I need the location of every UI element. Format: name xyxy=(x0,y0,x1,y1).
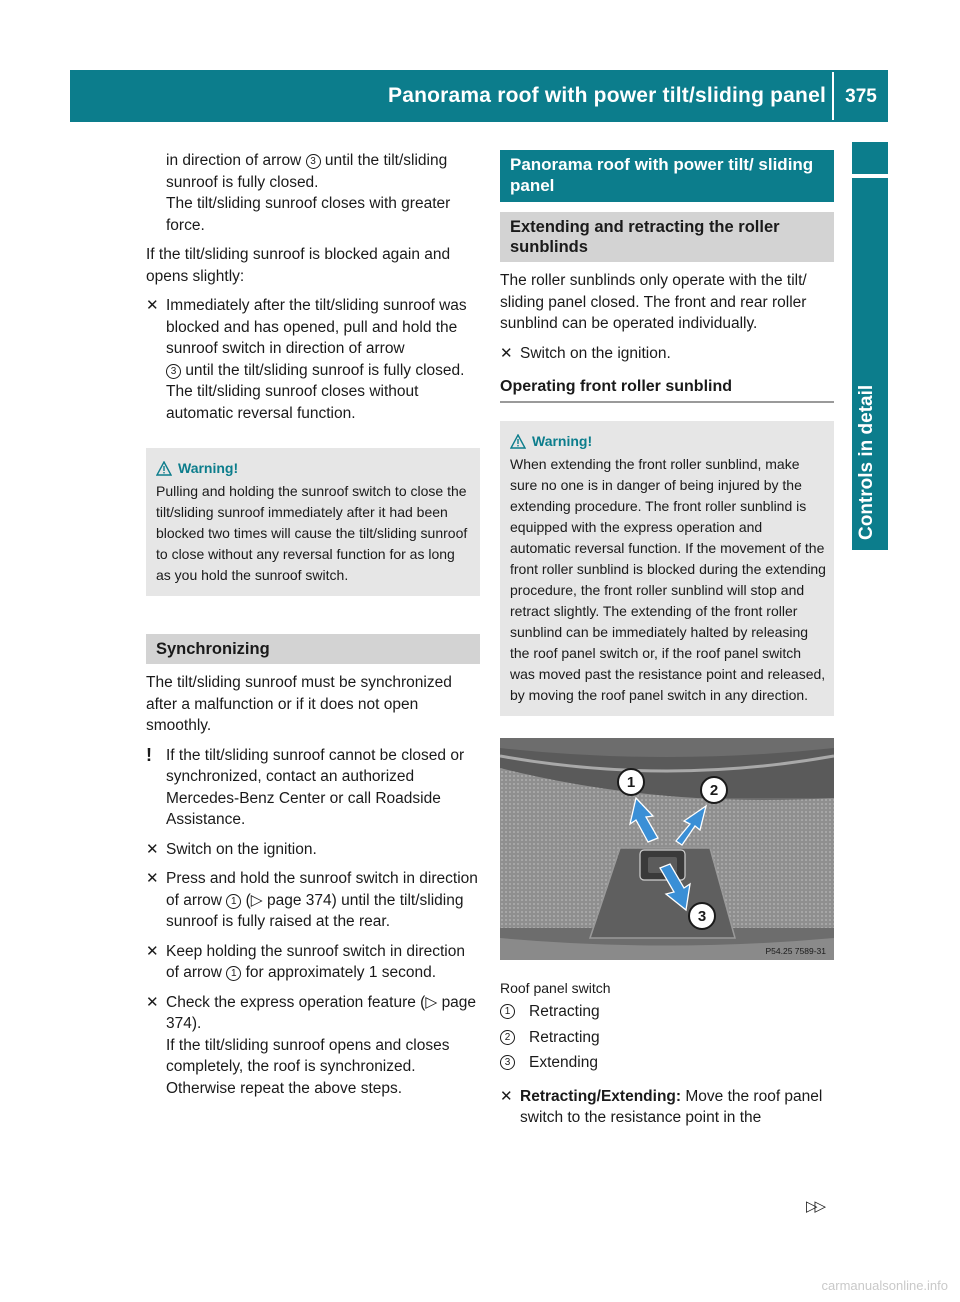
step-arrow-icon: ✕ xyxy=(146,942,159,960)
photo-callout-3: 3 xyxy=(697,907,707,925)
footer-watermark: carmanualsonline.info xyxy=(821,1278,948,1293)
roof-panel-photo xyxy=(500,738,834,960)
step-arrow-icon: ✕ xyxy=(146,840,159,858)
sunblinds-intro: The roller sunblinds only operate with the tilt/ sliding panel closed. The front and rear roller sunblind can be operated individually. xyxy=(500,272,807,332)
step-retracting-extending: ✕ Retracting/Extending: Move the roof panel switch to the resistance point in the xyxy=(500,1087,823,1126)
warning-triangle-icon xyxy=(510,434,526,449)
step-arrow-icon: ✕ xyxy=(500,344,513,362)
page-number: 375 xyxy=(845,86,877,107)
warning-box-right xyxy=(500,421,834,716)
warning-heading: Warning! xyxy=(156,458,472,479)
warning-text: When extending the front roller sunblind, make sure no one is in danger of being injured by the extending procedure. The front roller sunblind is equipped with the express operation and automatic reversal function. If the movement of the front roller sunblind is blocked during the extending procedure, the front roller sunblind will stop and retract slightly. The extending of the front roller sunblind can be immediately halted by releasing the roof panel switch or, if the roof panel switch was moved past the resistance point and released, by moving the roof panel switch in any direction. xyxy=(510,455,826,703)
callout-3: 3 xyxy=(166,364,181,379)
callout-3: 3 xyxy=(306,154,321,169)
figure-caption: Roof panel switch xyxy=(500,979,611,996)
left-column xyxy=(146,150,480,1107)
side-tab-marker xyxy=(852,142,888,174)
legend-item-3: 3 Extending xyxy=(500,1052,834,1074)
warning-box xyxy=(146,448,480,596)
step-press-hold: ✕ Press and hold the sunroof switch in direction of arrow 1 (▷ page 374) until the tilt/sliding sunroof is fully raised at the rear. xyxy=(146,870,478,930)
synchronizing-heading: Synchronizing xyxy=(146,634,480,664)
note: ! If the tilt/sliding sunroof cannot be closed or synchronized, contact an authorized Mercedes-Benz Center or call Roadside Assistance. xyxy=(146,744,465,828)
step-ignition: ✕ Switch on the ignition. xyxy=(146,839,480,861)
step-arrow-icon: ✕ xyxy=(500,1087,513,1105)
warning-heading: Warning! xyxy=(510,431,826,452)
photo-callout-1: 1 xyxy=(626,773,636,791)
continued-text: in direction of arrow 3 until the tilt/sliding sunroof is fully closed. The tilt/sliding sunroof closes with greater force. xyxy=(166,152,451,234)
section-heading: Panorama roof with power tilt/ sliding panel xyxy=(500,150,834,202)
legend-item-2: 2 Retracting xyxy=(500,1027,834,1049)
step-arrow-icon: ✕ xyxy=(146,993,159,1011)
continue-mark: ▷▷ xyxy=(806,1198,824,1215)
page-title: Panorama roof with power tilt/sliding panel xyxy=(388,84,826,107)
step-immediately: ✕ Immediately after the tilt/sliding sunroof was blocked and has opened, pull and hold the sunroof switch in direction of arrow 3 until the tilt/sliding sunroof is fully closed. The tilt/sliding sunroof closes without automatic reversal function. xyxy=(146,297,467,422)
callout-3: 3 xyxy=(500,1055,515,1070)
blocked-paragraph: If the tilt/sliding sunroof is blocked again and opens slightly: xyxy=(146,246,451,285)
callout-1: 1 xyxy=(500,1004,515,1019)
warning-text: Pulling and holding the sunroof switch to close the tilt/sliding sunroof immediately after it had been blocked two times will cause the tilt/sliding sunroof to close without any reversal function for as long as you hold the sunroof switch. xyxy=(156,483,468,583)
warning-triangle-icon xyxy=(156,461,172,476)
step-check-express: ✕ Check the express operation feature (▷ page 374). If the tilt/sliding sunroof opens and closes completely, the roof is synchronized. Otherwise repeat the above steps. xyxy=(146,993,477,1097)
synchronizing-paragraph: The tilt/sliding sunroof must be synchronized after a malfunction or if it does not open smoothly. xyxy=(146,674,452,734)
photo-code: P54.25 7589-31 xyxy=(765,945,826,956)
step-arrow-icon: ✕ xyxy=(146,297,159,314)
sunblinds-heading: Extending and retracting the roller sunblinds xyxy=(500,212,834,262)
exclamation-icon: ! xyxy=(146,744,152,765)
callout-1: 1 xyxy=(226,894,241,909)
callout-1: 1 xyxy=(226,966,241,981)
photo-callout-2: 2 xyxy=(709,781,719,799)
step-ignition-right: ✕ Switch on the ignition. xyxy=(500,343,834,365)
step-arrow-icon: ✕ xyxy=(146,870,159,887)
operating-heading: Operating front roller sunblind xyxy=(500,376,834,403)
callout-2: 2 xyxy=(500,1030,515,1045)
header-divider xyxy=(832,72,834,120)
side-tab-label: Controls in detail xyxy=(856,384,877,540)
step-keep-holding: ✕ Keep holding the sunroof switch in direction of arrow 1 for approximately 1 second. xyxy=(146,942,465,981)
legend-item-1: 1 Retracting xyxy=(500,1001,834,1023)
right-column xyxy=(500,150,834,1137)
